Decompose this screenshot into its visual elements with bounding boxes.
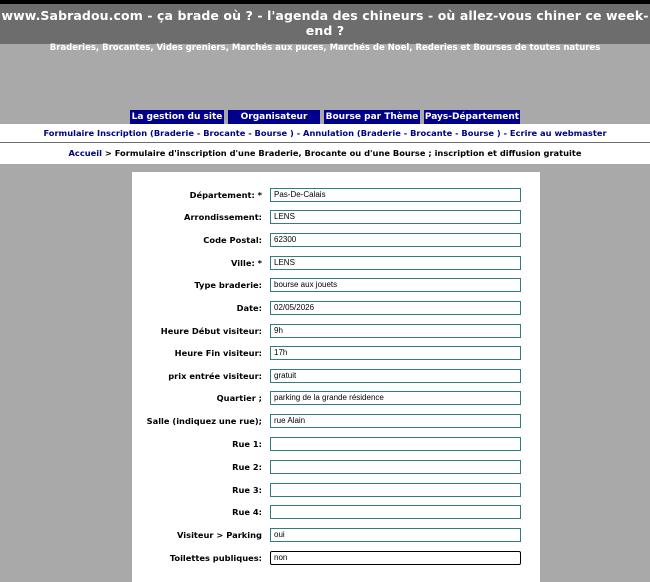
form-row: [132, 188, 540, 202]
form-row: [132, 460, 540, 474]
field-label: Toilettes publiques:: [169, 553, 262, 563]
nav-organisateur[interactable]: Organisateur: [228, 110, 320, 124]
rue-4-field[interactable]: [270, 505, 521, 519]
form-row: [132, 483, 540, 497]
field-label: Rue 1:: [232, 439, 262, 449]
field-label: Ville: *: [231, 258, 262, 268]
field-label: Département: *: [189, 190, 262, 200]
form-links-bar[interactable]: Formulaire Inscription (Braderie - Brocante - Bourse ) - Annulation (Braderie - Brocante - Bourse ) - Ecrire au webmaster: [0, 124, 650, 143]
form-row: [132, 528, 540, 542]
form-row: [132, 437, 540, 451]
form-row: [132, 278, 540, 292]
ville-field[interactable]: LENS: [270, 256, 521, 270]
field-label: Heure Fin visiteur:: [174, 348, 262, 358]
field-label: Quartier ;: [216, 393, 262, 403]
form-row: [132, 505, 540, 519]
form-row: [132, 414, 540, 428]
form-row: [132, 391, 540, 405]
prix-entree-field[interactable]: gratuit: [270, 369, 521, 383]
quartier-field[interactable]: parking de la grande résidence: [270, 391, 521, 405]
form-row: [132, 346, 540, 360]
breadcrumb-home-link[interactable]: Accueil: [68, 148, 102, 158]
field-label: Heure Début visiteur:: [160, 326, 262, 336]
rue-3-field[interactable]: [270, 483, 521, 497]
field-label: Type braderie:: [194, 280, 262, 290]
nav-gestion-site[interactable]: La gestion du site: [131, 112, 223, 122]
departement-field[interactable]: Pas-De-Calais: [270, 188, 521, 202]
date-field[interactable]: 02/05/2026: [270, 301, 521, 315]
form-row: [132, 301, 540, 315]
form-row: [132, 369, 540, 383]
form-row: [132, 256, 540, 270]
toilettes-publiques-field[interactable]: non: [270, 551, 521, 565]
type-braderie-field[interactable]: bourse aux jouets: [270, 278, 521, 292]
field-label: Date:: [236, 303, 262, 313]
form-row: [132, 324, 540, 338]
field-label: Rue 4:: [232, 507, 262, 517]
field-label: Salle (indiquez une rue);: [146, 416, 262, 426]
nav-pays-departement[interactable]: Pays-Département: [424, 112, 520, 122]
heure-fin-field[interactable]: 17h: [270, 346, 521, 360]
heure-debut-field[interactable]: 9h: [270, 324, 521, 338]
nav-bourse-theme[interactable]: Bourse par Thème: [325, 112, 419, 122]
main-nav: [0, 110, 650, 124]
site-header: [0, 4, 650, 53]
salle-field[interactable]: rue Alain: [270, 414, 521, 428]
site-subtitle: Braderies, Brocantes, Vides greniers, Marchés aux puces, Marchés de Noel, Rederies et Bourses de toutes natures: [49, 43, 601, 53]
rue-2-field[interactable]: [270, 460, 521, 474]
field-label: Code Postal:: [203, 235, 262, 245]
site-title: www.Sabradou.com - ça brade où ? - l'agenda des chineurs - où allez-vous chiner ce week-end ?: [1, 8, 649, 38]
form-row: [132, 551, 540, 565]
form-area: [0, 170, 650, 582]
rue-1-field[interactable]: [270, 437, 521, 451]
breadcrumb-current: > Formulaire d'inscription d'une Braderie, Brocante ou d'une Bourse ; inscription et diffusion gratuite: [102, 148, 582, 158]
field-label: Arrondissement:: [184, 212, 262, 222]
code-postal-field[interactable]: 62300: [270, 233, 521, 247]
form-row: [132, 210, 540, 224]
banner-area: [0, 44, 650, 110]
field-label: Visiteur > Parking: [177, 530, 262, 540]
visiteur-parking-field[interactable]: oui: [270, 528, 521, 542]
form-row: [132, 233, 540, 247]
inscription-form: [132, 172, 540, 582]
field-label: prix entrée visiteur:: [168, 371, 262, 381]
field-label: Rue 3:: [232, 485, 262, 495]
field-label: Rue 2:: [232, 462, 262, 472]
arrondissement-field[interactable]: LENS: [270, 210, 521, 224]
breadcrumb: [0, 143, 650, 164]
